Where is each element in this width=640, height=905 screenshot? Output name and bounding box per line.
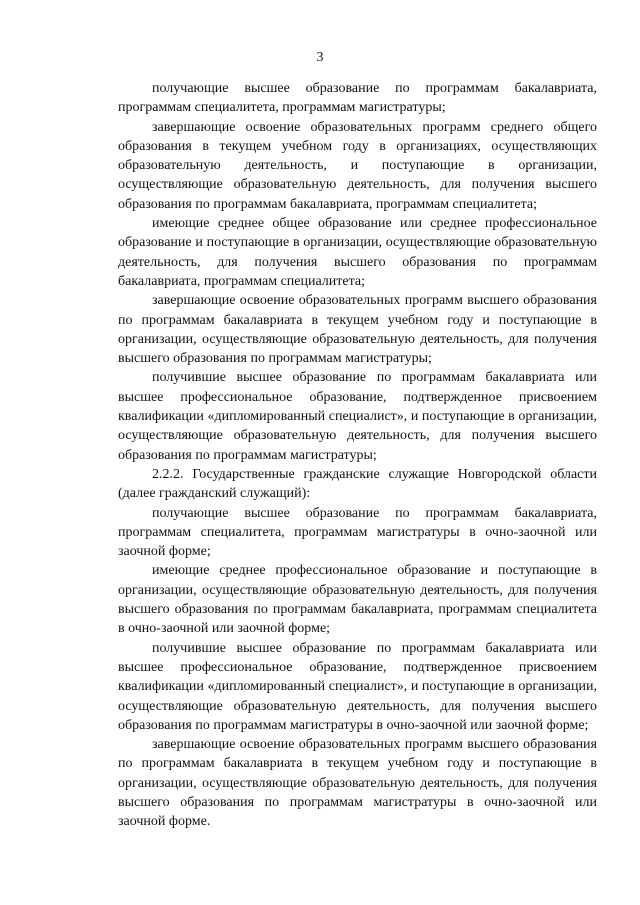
paragraph-civil-servants-vocational: имеющие среднее профессиональное образование и поступающие в организации, осуществляющие образовательную деятельность, для получения высшего образования по программам бакалавриата, программам специалитета в очно-заочной или заочной форме; xyxy=(118,563,597,637)
document-body xyxy=(118,79,597,832)
paragraph-civil-servants-to-master: получившие высшее образование по программам бакалавриата или высшее профессиональное образование, подтвержденное присвоением квалификации «дипломированный специалист», и поступающие в организации, осуществляющие образовательную деятельность, для получения высшего образования по программам магистратуры в очно-заочной или заочной форме; xyxy=(118,640,597,733)
paragraph-secondary-graduates: завершающие освоение образовательных программ среднего общего образования в текущем учебном году в организациях, осуществляющих образовательную деятельность, и поступающие в организации, осуществляющие образовательную деятельность, для получения высшего образования по программам бакалавриата, программам специалитета; xyxy=(118,119,597,212)
paragraph-specialist-to-master: получившие высшее образование по программам бакалавриата или высшее профессиональное образование, подтвержденное присвоением квалификации «дипломированный специалист», и поступающие в организации, осуществляющие образовательную деятельность, для получения высшего образования по программам магистратуры; xyxy=(118,370,597,463)
paragraph-secondary-or-vocational: имеющие среднее общее образование или среднее профессиональное образование и поступающие в организации, осуществляющие образовательную деятельность, для получения высшего образования по программам бакалавриата, программам специалитета; xyxy=(118,216,597,289)
section-heading-civil-servants: 2.2.2. Государственные гражданские служащие Новгородской области (далее гражданский служащий): xyxy=(118,466,597,502)
paragraph-bachelor-students: получающие высшее образование по программам бакалавриата, программам специалитета, программам магистратуры; xyxy=(118,81,597,116)
paragraph-bachelor-graduates-to-master: завершающие освоение образовательных программ высшего образования по программам бакалавриата в текущем учебном году и поступающие в организации, осуществляющие образовательную деятельность, для получения высшего образования по программам магистратуры; xyxy=(118,293,597,367)
paragraph-civil-servants-bachelor-completing: завершающие освоение образовательных программ высшего образования по программам бакалавриата в текущем учебном году и поступающие в организации, осуществляющие образовательную деятельность, для получения высшего образования по программам магистратуры в очно-заочной или заочной форме. xyxy=(118,737,597,830)
page-number: 3 xyxy=(316,50,324,65)
paragraph-civil-servants-studying: получающие высшее образование по программам бакалавриата, программам специалитета, программам магистратуры в очно-заочной или заочной форме; xyxy=(118,505,597,560)
